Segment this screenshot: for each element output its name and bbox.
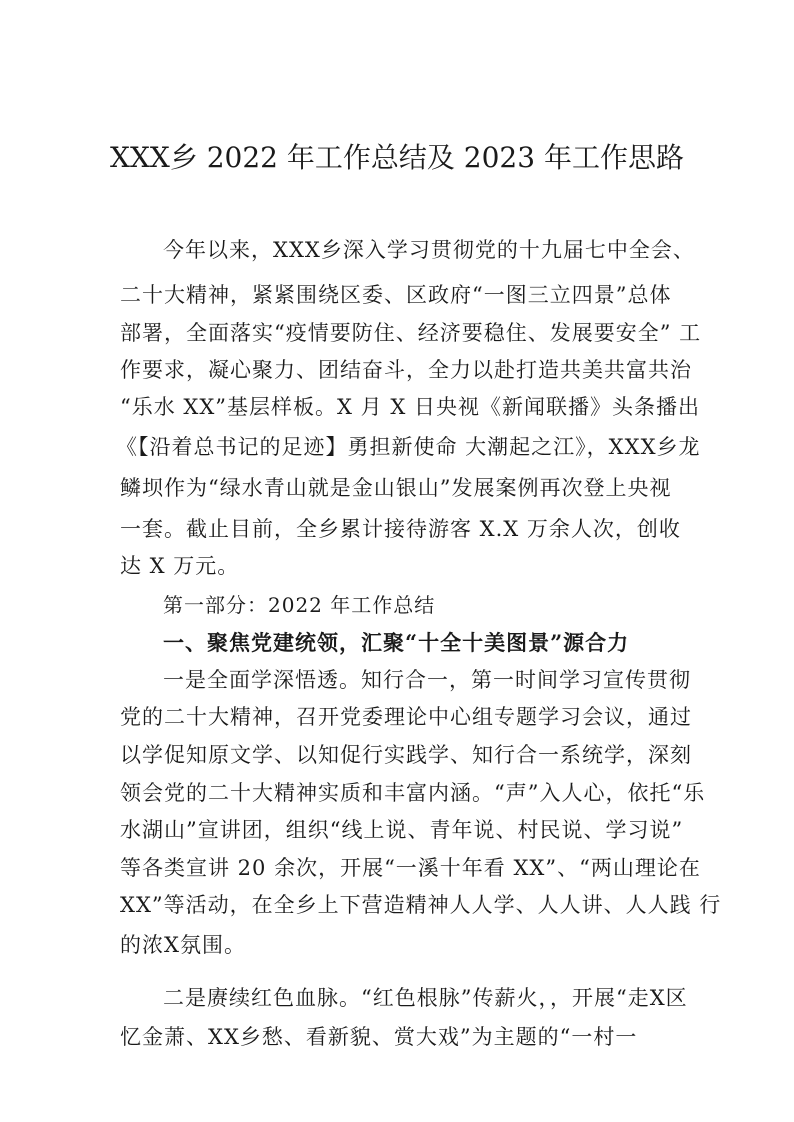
section-heading: 一、聚焦党建统领，汇聚“十全十美图景”源合力 [163, 630, 630, 655]
body-line: 部署，全面落实“疫情要防住、经济要稳住、发展要安全” 工 [120, 321, 702, 345]
body-line: “乐水 XX”基层样板。X 月 X 日央视《新闻联播》头条播出 [120, 395, 700, 419]
body-line: 二是赓续红色血脉。“红色根脉”传薪火，，开展“走X区 [163, 986, 688, 1010]
body-line: 鳞坝作为“绿水青山就是金山银山”发展案例再次登上央视 [120, 476, 672, 500]
body-line: 作要求，凝心聚力、团结奋斗，全力以赴打造共美共富共治 [120, 358, 692, 382]
body-line: 等各类宣讲 20 余次，开展“一溪十年看 XX”、“两山理论在 [120, 856, 701, 880]
body-line: 一是全面学深悟透。知行合一，第一时间学习宣传贯彻 [163, 668, 691, 692]
body-line: 《【沿着总书记的足迹】勇担新使命 大潮起之江》，XXX乡龙 [116, 435, 701, 459]
body-line: 忆金萧、XX乡愁、看新貌、赏大戏”为主题的“一村一 [120, 1025, 638, 1049]
body-line: 一套。截止目前，全乡累计接待游客 X.X 万余人次，创收 [120, 517, 681, 541]
body-line: 党的二十大精神，召开党委理论中心组专题学习会议，通过 [120, 705, 692, 729]
body-line: XX”等活动，在全乡上下营造精神人人学、人人讲、人人践 行 [120, 893, 722, 917]
part-heading: 第一部分：2022 年工作总结 [163, 593, 436, 617]
body-line: 领会党的二十大精神实质和丰富内涵。“声”入人心，依托“乐 [120, 781, 706, 805]
body-line: 以学促知原文学、以知促行实践学、知行合一系统学，深刻 [120, 743, 692, 767]
body-line: 水湖山”宣讲团，组织“线上说、青年说、村民说、学习说” [120, 818, 684, 842]
body-line: 二十大精神，紧紧围绕区委、区政府“一图三立四景”总体 [120, 283, 672, 307]
body-line: 今年以来，XXX乡深入学习贯彻党的十九届七中全会、 [163, 238, 695, 262]
document-title: XXX乡 2022 年工作总结及 2023 年工作思路 [110, 141, 684, 174]
body-line: 达 X 万元。 [120, 554, 240, 578]
body-line: 的浓X氛围。 [120, 933, 246, 957]
